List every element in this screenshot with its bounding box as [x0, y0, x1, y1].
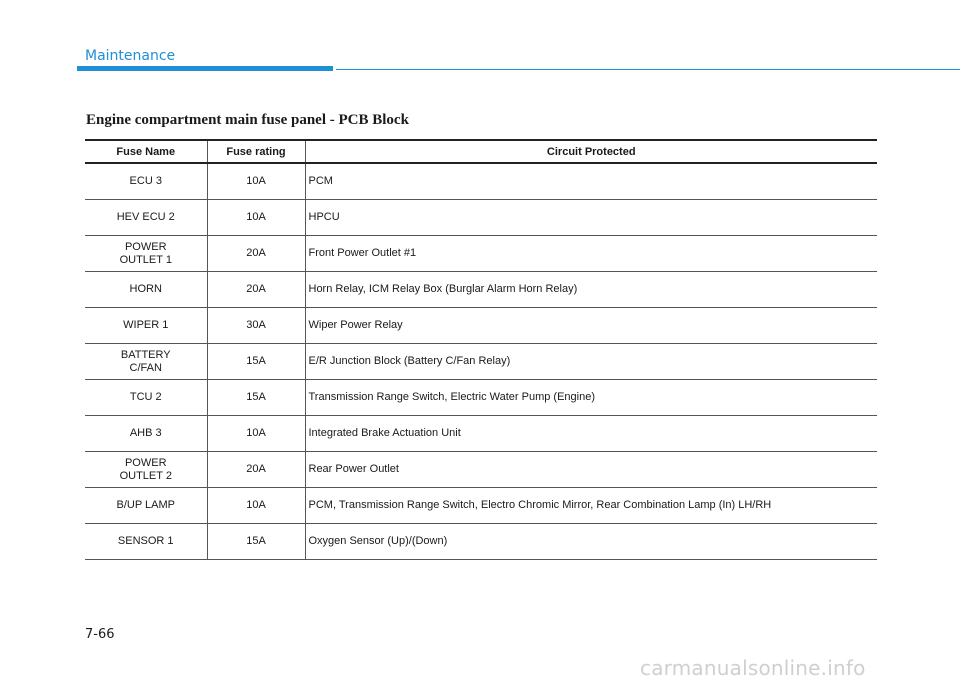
header-rule-thin — [336, 69, 960, 70]
fuse-rating-cell — [207, 344, 305, 380]
fuse-name-cell-text: HORN — [129, 283, 162, 295]
fuse-name-cell — [85, 380, 207, 416]
table-row — [85, 236, 877, 272]
fuse-rating-cell — [207, 380, 305, 416]
table-row — [85, 524, 877, 560]
fuse-name-cell-text: ECU 3 — [129, 175, 162, 187]
document-title: Engine compartment main fuse panel - PCB Block — [86, 112, 409, 128]
fuse-name-cell — [85, 200, 207, 236]
section-label: Maintenance — [85, 48, 176, 64]
circuit-protected-cell-text: E/R Junction Block (Battery C/Fan Relay) — [308, 355, 511, 367]
fuse-rating-cell-text: 10A — [246, 427, 266, 439]
column-header-fuse-name: Fuse Name — [85, 140, 207, 163]
circuit-protected-cell — [305, 200, 877, 236]
circuit-protected-cell-text: PCM, Transmission Range Switch, Electro Chromic Mirror, Rear Combination Lamp (In) LH/RH — [308, 499, 772, 511]
page-number: 7-66 — [85, 627, 115, 642]
table-row — [85, 416, 877, 452]
fuse-rating-cell — [207, 200, 305, 236]
watermark: carmanualsonline.info — [640, 656, 866, 680]
fuse-name-cell-text: WIPER 1 — [123, 319, 169, 331]
fuse-name-cell — [85, 344, 207, 380]
fuse-rating-cell-text: 20A — [246, 247, 266, 259]
table-row — [85, 200, 877, 236]
table-row — [85, 308, 877, 344]
fuse-rating-cell-text: 10A — [246, 175, 266, 187]
circuit-protected-cell — [305, 272, 877, 308]
fuse-rating-cell-text: 15A — [246, 535, 266, 547]
circuit-protected-cell — [305, 416, 877, 452]
fuse-name-cell-text: AHB 3 — [129, 427, 162, 439]
fuse-rating-cell-text: 10A — [246, 499, 266, 511]
circuit-protected-cell-text: Horn Relay, ICM Relay Box (Burglar Alarm Horn Relay) — [308, 283, 578, 295]
circuit-protected-cell-text: Transmission Range Switch, Electric Water Pump (Engine) — [308, 391, 596, 403]
fuse-name-cell-text: SENSOR 1 — [117, 535, 174, 547]
fuse-rating-cell — [207, 236, 305, 272]
fuse-rating-cell-text: 15A — [246, 391, 266, 403]
fuse-rating-cell — [207, 452, 305, 488]
table-row — [85, 452, 877, 488]
column-header-fuse-rating: Fuse rating — [207, 140, 305, 163]
fuse-rating-cell — [207, 163, 305, 200]
fuse-rating-cell-text: 20A — [246, 463, 266, 475]
fuse-name-cell-text: POWER OUTLET 2 — [119, 456, 172, 482]
fuse-name-cell — [85, 416, 207, 452]
fuse-name-cell — [85, 488, 207, 524]
table-row — [85, 344, 877, 380]
fuse-name-cell — [85, 452, 207, 488]
circuit-protected-cell-text: Front Power Outlet #1 — [308, 247, 417, 259]
circuit-protected-cell — [305, 524, 877, 560]
fuse-name-cell-text: B/UP LAMP — [116, 499, 175, 511]
table-row — [85, 380, 877, 416]
circuit-protected-cell — [305, 308, 877, 344]
fuse-table — [85, 139, 877, 560]
fuse-rating-cell — [207, 416, 305, 452]
circuit-protected-cell — [305, 344, 877, 380]
circuit-protected-cell-text: PCM — [308, 175, 333, 187]
table-row — [85, 272, 877, 308]
fuse-rating-cell — [207, 524, 305, 560]
fuse-name-cell-text: BATTERY C/FAN — [120, 348, 171, 374]
fuse-rating-cell-text: 30A — [246, 319, 266, 331]
circuit-protected-cell — [305, 236, 877, 272]
fuse-rating-cell — [207, 272, 305, 308]
table-header — [85, 140, 877, 163]
fuse-rating-cell — [207, 308, 305, 344]
column-header-circuit-protected: Circuit Protected — [305, 140, 877, 163]
fuse-rating-cell-text: 10A — [246, 211, 266, 223]
circuit-protected-cell — [305, 163, 877, 200]
table-row — [85, 488, 877, 524]
table-body — [85, 163, 877, 560]
fuse-rating-cell — [207, 488, 305, 524]
circuit-protected-cell — [305, 380, 877, 416]
circuit-protected-cell-text: Rear Power Outlet — [308, 463, 399, 475]
fuse-name-cell — [85, 524, 207, 560]
circuit-protected-cell-text: Integrated Brake Actuation Unit — [308, 427, 461, 439]
fuse-name-cell-text: HEV ECU 2 — [116, 211, 175, 223]
fuse-name-cell — [85, 308, 207, 344]
circuit-protected-cell-text: Oxygen Sensor (Up)/(Down) — [308, 535, 448, 547]
fuse-name-cell-text: POWER OUTLET 1 — [119, 240, 172, 266]
circuit-protected-cell — [305, 452, 877, 488]
circuit-protected-cell — [305, 488, 877, 524]
fuse-rating-cell-text: 15A — [246, 355, 266, 367]
circuit-protected-cell-text: Wiper Power Relay — [308, 319, 403, 331]
header-rule-thick — [77, 66, 333, 71]
circuit-protected-cell-text: HPCU — [308, 211, 340, 223]
fuse-name-cell — [85, 236, 207, 272]
fuse-name-cell-text: TCU 2 — [129, 391, 162, 403]
fuse-name-cell — [85, 163, 207, 200]
fuse-name-cell — [85, 272, 207, 308]
table-row — [85, 163, 877, 200]
fuse-rating-cell-text: 20A — [246, 283, 266, 295]
